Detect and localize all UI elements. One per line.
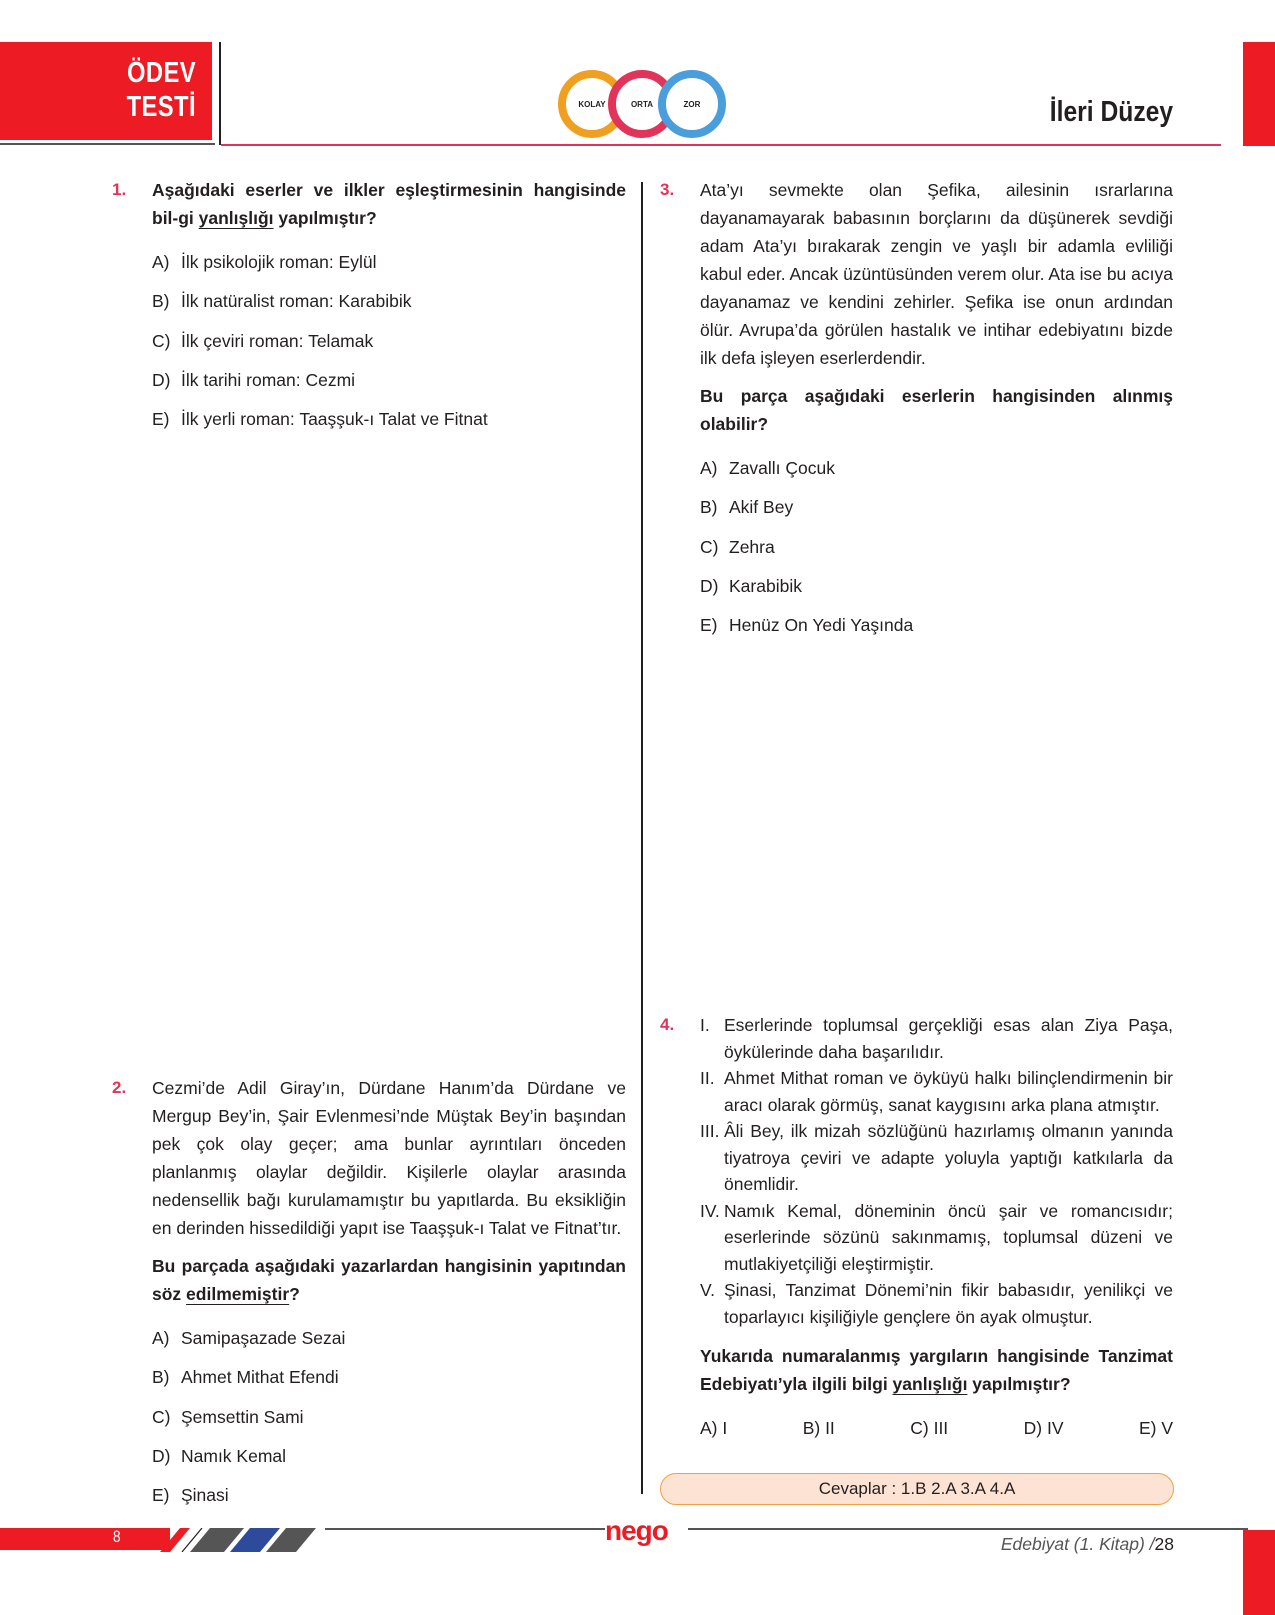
question-1 (112, 176, 626, 444)
question-4 (660, 1012, 1173, 1442)
question-number: 4. (660, 1015, 675, 1034)
option-text: Henüz On Yedi Yaşında (729, 615, 914, 636)
footer-rule-right (688, 1528, 1248, 1530)
option-e[interactable] (700, 611, 1173, 650)
difficulty-label: ZOR (683, 99, 701, 109)
statement-2 (700, 1065, 1173, 1118)
question-passage: Cezmi’de Adil Giray’ın, Dürdane Hanım’da Dürdane ve Mergup Bey’in, Şair Evlenmesi’nde Müştak Bey’in başından pek çok olay geçer; ama bunlar ayrıntıları önceden planlanmış olaylar değildir. Kişilerle olaylar arasında nedensellik bağı kurulamamıştır bu yapıtlarda. Bu eksikliğin en derinden hissedildiği yapıt ise Taaşşuk-ı Talat ve Fitnat’tır. (152, 1078, 626, 1238)
question-number: 2. (112, 1078, 127, 1097)
statement-4 (700, 1198, 1173, 1278)
badge-line-1: ÖDEV (126, 57, 196, 89)
footer-corner-tab (1243, 1530, 1275, 1615)
footer-page-tab (0, 1528, 170, 1550)
option-text: Akif Bey (729, 497, 794, 518)
difficulty-ring-zor (658, 70, 726, 138)
options-list (152, 248, 626, 444)
question-stem (152, 176, 626, 232)
option-e[interactable] (152, 1481, 626, 1520)
question-number: 1. (112, 180, 127, 199)
option-letter: D) (152, 1445, 171, 1466)
statement-text: Ahmet Mithat roman ve öyküyü halkı bilinçlendirmenin bir aracı olarak görmüş, sanat kaygısını arka plana atmıştır. (724, 1068, 1173, 1115)
statement-numeral: I. (700, 1015, 710, 1035)
option-c[interactable] (152, 327, 626, 366)
question-stem (700, 1342, 1173, 1398)
options-list (700, 454, 1173, 650)
option-text: Zehra (729, 536, 775, 557)
statement-5 (700, 1277, 1173, 1330)
publisher-logo: nego (605, 1515, 668, 1546)
stem-emphasis: yanlışlığı (198, 208, 274, 228)
header-underline (0, 143, 215, 145)
option-text: İlk tarihi roman: Cezmi (181, 369, 356, 390)
option-d[interactable] (700, 572, 1173, 611)
option-letter: C) (152, 1406, 171, 1427)
option-e[interactable] (1139, 1414, 1173, 1442)
answer-key: Cevaplar : 1.B 2.A 3.A 4.A (660, 1473, 1174, 1505)
option-a[interactable] (700, 454, 1173, 493)
stem-text: Aşağıdaki eserler ve ilkler eşleştirmesinin hangisinde bil-gi (152, 180, 626, 228)
stem-text: Yukarıda numaralanmış yargıların hangisinde Tanzimat Edebiyatı’yla ilgili bilgi (700, 1346, 1173, 1394)
book-name: Edebiyat (1. Kitap) / (1000, 1534, 1155, 1554)
book-title (1001, 1534, 1174, 1555)
option-b[interactable] (152, 1363, 626, 1402)
option-c[interactable] (152, 1403, 626, 1442)
statement-text: Eserlerinde toplumsal gerçekliği esas alan Ziya Paşa, öykülerinde daha başarılıdır. (724, 1015, 1173, 1062)
option-letter: D) (152, 369, 171, 390)
statement-text: Namık Kemal, döneminin öncü şair ve romancısıdır; eserlerinde sözünü sakınmamış, toplumsal düzeni ve mutlakiyetçiliği eleştirmiştir. (724, 1200, 1173, 1274)
difficulty-label: KOLAY (578, 99, 606, 109)
footer-rule-left (325, 1528, 605, 1530)
option-letter: E) (152, 409, 170, 430)
option-c[interactable] (910, 1414, 948, 1442)
option-letter: A) (700, 1418, 718, 1438)
option-text: III (933, 1418, 949, 1438)
badge-line-2: TESTİ (126, 91, 196, 123)
option-letter: E) (700, 615, 718, 636)
option-letter: A) (152, 252, 170, 272)
option-c[interactable] (700, 533, 1173, 572)
header-corner-tab (1243, 42, 1275, 146)
statement-numeral: V. (700, 1280, 715, 1300)
footer-stripes (160, 1528, 330, 1552)
question-number: 3. (660, 180, 675, 199)
option-letter: A) (700, 458, 718, 478)
column-divider (641, 182, 643, 1494)
option-text: Şemsettin Sami (181, 1406, 304, 1427)
option-d[interactable] (1024, 1414, 1064, 1442)
header-rule (221, 144, 1221, 146)
option-a[interactable] (152, 1324, 626, 1363)
stem-text: Bu parçada aşağıdaki yazarlardan hangisinin yapıtından söz (152, 1256, 626, 1304)
option-letter: C) (910, 1418, 929, 1438)
option-letter: B) (152, 291, 170, 312)
stem-text: ? (289, 1284, 300, 1304)
statement-1 (700, 1012, 1173, 1065)
statement-text: Şinasi, Tanzimat Dönemi’nin fikir babasıdır, yenilikçi ve toparlayıcı kişiliğiyle gençlere ön ayak olmuştur. (724, 1280, 1173, 1327)
option-letter: D) (1023, 1418, 1043, 1438)
question-stem: Bu parça aşağıdaki eserlerin hangisinden alınmış olabilir? (700, 386, 1173, 434)
option-text: İlk natüralist roman: Karabibik (181, 291, 412, 312)
level-title: İleri Düzey (1049, 96, 1173, 128)
option-letter: A) (152, 1328, 170, 1348)
page-number: 8 (112, 1527, 121, 1546)
option-text: I (722, 1418, 728, 1438)
stem-text: yapılmıştır? (967, 1374, 1071, 1394)
question-3 (660, 176, 1173, 650)
option-d[interactable] (152, 366, 626, 405)
option-text: II (825, 1418, 835, 1438)
option-letter: C) (152, 330, 171, 351)
option-text: Ahmet Mithat Efendi (181, 1367, 339, 1388)
statements-list (700, 1012, 1173, 1330)
header-badge-title (35, 56, 196, 124)
option-text: Şinasi (181, 1485, 229, 1506)
stem-emphasis: yanlışlığı (892, 1374, 968, 1394)
statement-text: Âli Bey, ilk mizah sözlüğünü hazırlamış olmanın yanında tiyatroya çeviri ve adapte yoluyla yaptığı katkılarla da önemlidir. (724, 1121, 1173, 1194)
option-text: Samipaşazade Sezai (181, 1328, 346, 1348)
option-a[interactable] (152, 248, 626, 287)
option-text: Namık Kemal (181, 1445, 287, 1466)
option-letter: B) (700, 497, 718, 518)
option-letter: B) (152, 1367, 170, 1388)
option-b[interactable] (700, 493, 1173, 532)
option-d[interactable] (152, 1442, 626, 1481)
question-passage: Ata’yı sevmekte olan Şefika, ailesinin ısrarlarına dayanamayarak babasının borçlarını da düşünerek sevdiği adam Ata’yı bırakarak zengin ve yaşlı bir adamla evliliği kabul eder. Ancak üzüntüsünden verem olur. Ata ise bu acıya dayanamaz ve kendini zehirler. Şefika ise onun ardından ölür. Avrupa’da görülen hastalık ve intihar edebiyatını bizde ilk defa işleyen eserlerdendir. (700, 180, 1173, 368)
option-b[interactable] (803, 1414, 835, 1442)
option-e[interactable] (152, 405, 626, 444)
statement-numeral: II. (700, 1068, 715, 1088)
option-b[interactable] (152, 287, 626, 326)
option-text: V (1161, 1418, 1173, 1438)
option-text: Zavallı Çocuk (729, 458, 836, 478)
difficulty-logo (558, 70, 723, 136)
option-letter: D) (700, 575, 719, 596)
option-text: Karabibik (729, 575, 802, 596)
stem-emphasis: edilmemiştir (186, 1284, 290, 1304)
option-letter: E) (1138, 1418, 1157, 1438)
options-list (700, 1414, 1173, 1442)
question-stem (152, 1252, 626, 1308)
option-letter: C) (700, 536, 719, 557)
option-a[interactable] (700, 1414, 727, 1442)
statement-numeral: IV. (700, 1200, 720, 1221)
stem-text: yapılmıştır? (273, 208, 377, 228)
difficulty-label: ORTA (630, 99, 654, 109)
option-text: İlk çeviri roman: Telamak (181, 330, 374, 351)
book-page: 28 (1154, 1534, 1174, 1554)
question-2 (112, 1074, 626, 1520)
options-list (152, 1324, 626, 1520)
header-divider (219, 42, 221, 145)
option-text: IV (1046, 1418, 1064, 1438)
statement-3 (700, 1118, 1173, 1198)
option-text: İlk yerli roman: Taaşşuk-ı Talat ve Fitnat (181, 409, 488, 430)
option-text: İlk psikolojik roman: Eylül (181, 252, 377, 272)
statement-numeral: III. (700, 1121, 720, 1141)
option-letter: B) (802, 1418, 821, 1438)
option-letter: E) (152, 1485, 170, 1506)
